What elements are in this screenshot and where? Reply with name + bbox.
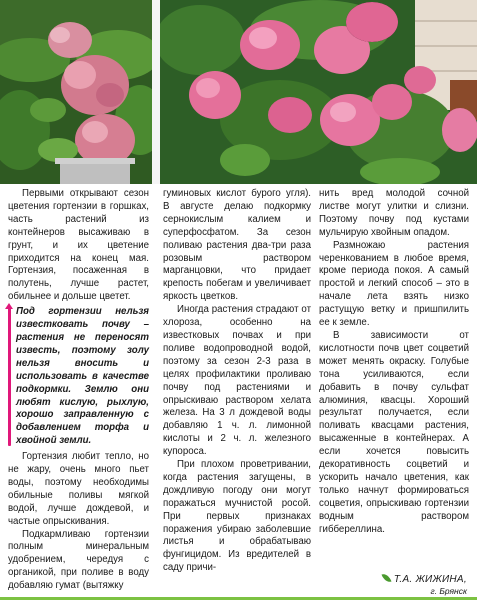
column-3-paragraph: В зависимости от кислотности почв цвет соцветий может менять окраску. Голубые тона усиливаются, если добавить в почву сульфат алюминия, квасцы. Хороший результат получается, если поливать квасцами растения, высаженные в контейнерах. А если хочется повысить декоративность соцветий и ускорить начало цветения, как только начнут формироваться соцветия, опрыскиваю гортензии водным раствором гиббереллина. <box>319 329 469 535</box>
article-column-2 <box>163 188 311 575</box>
callout-text: Под гортензии нельзя известковать почву – растения не переносят известь, поэтому золу нельзя вносить и использовать в качестве подкормки. Землю они любят кислую, рыхлую, хорошо заправленную с добавлением торфа и хвойной земли. <box>16 306 149 447</box>
column-2-paragraph: Иногда растения страдают от хлороза, особенно на известковых почвах и при поливе водопроводной водой, поэтому за сезон 2-3 раза в целях профилактики проливаю почву под растениями и опрыскиваю раствором хелата железа. На 3 л дождевой воды добавляю 1 ч. л. лимонной кислоты и 2 ч. л. железного купороса. <box>163 304 311 458</box>
article-column-3 <box>319 188 469 536</box>
hydrangea-pot-photo <box>0 0 152 184</box>
author-city: г. Брянск <box>430 586 467 596</box>
callout-accent-bar <box>8 308 11 446</box>
callout-arrow-icon <box>5 303 13 309</box>
article-column-1 <box>8 188 149 593</box>
author-signature <box>383 573 467 596</box>
column-1-paragraph: Первыми открывают сезон цветения гортензии в горшках, часть растений из контейнеров высаживаю в грунт, и их цветение приходится на конец мая. Гортензия, посаженная в полутень, лучше растет, обильнее и дольше цветет. <box>8 188 149 303</box>
column-2-paragraph: При плохом проветривании, когда растения загущены, в дождливую погоду они могут поражаться мучнистой росой. При первых признаках поражения убираю заболевшие листья и обрабатываю фунгицидом. Из вредителей в саду причи- <box>163 459 311 574</box>
column-2-paragraph: гуминовых кислот бурого угля). В августе делаю подкормку сернокислым калием и суперфосфатом. За сезон поливаю растения два-три раза розовым раствором марганцовки, что придает крепость побегам и увеличивает яркость цветков. <box>163 188 311 303</box>
column-3-paragraph: нить вред молодой сочной листве могут улитки и слизни. Поэтому почву под кустами мульчирую хвойным опадом. <box>319 188 469 238</box>
column-1-paragraph: Подкармливаю гортензии полным минеральным удобрением, чередуя с органикой, при поливе в воду добавляю гумат (вытяжку <box>8 528 149 592</box>
hydrangea-pot-image <box>0 0 152 184</box>
highlight-callout <box>8 306 149 448</box>
photo-strip <box>0 0 477 184</box>
column-1-paragraph: Гортензия любит тепло, но не жару, очень много пьет воды, поэтому необходимы обильные поливы мягкой водой, лучше дождевой, и частые опрыскивания. <box>8 451 149 527</box>
column-3-paragraph: Размножаю растения черенкованием в любое время, кроме периода покоя. А самый простой и легкий способ – это в начале лета взять низко растущую ветку и пришпилить ее к земле. <box>319 239 469 329</box>
leaf-icon <box>381 572 391 584</box>
hydrangea-garden-image <box>160 0 477 184</box>
author-name: Т.А. ЖИЖИНА, <box>393 574 467 585</box>
hydrangea-garden-photo <box>160 0 477 184</box>
